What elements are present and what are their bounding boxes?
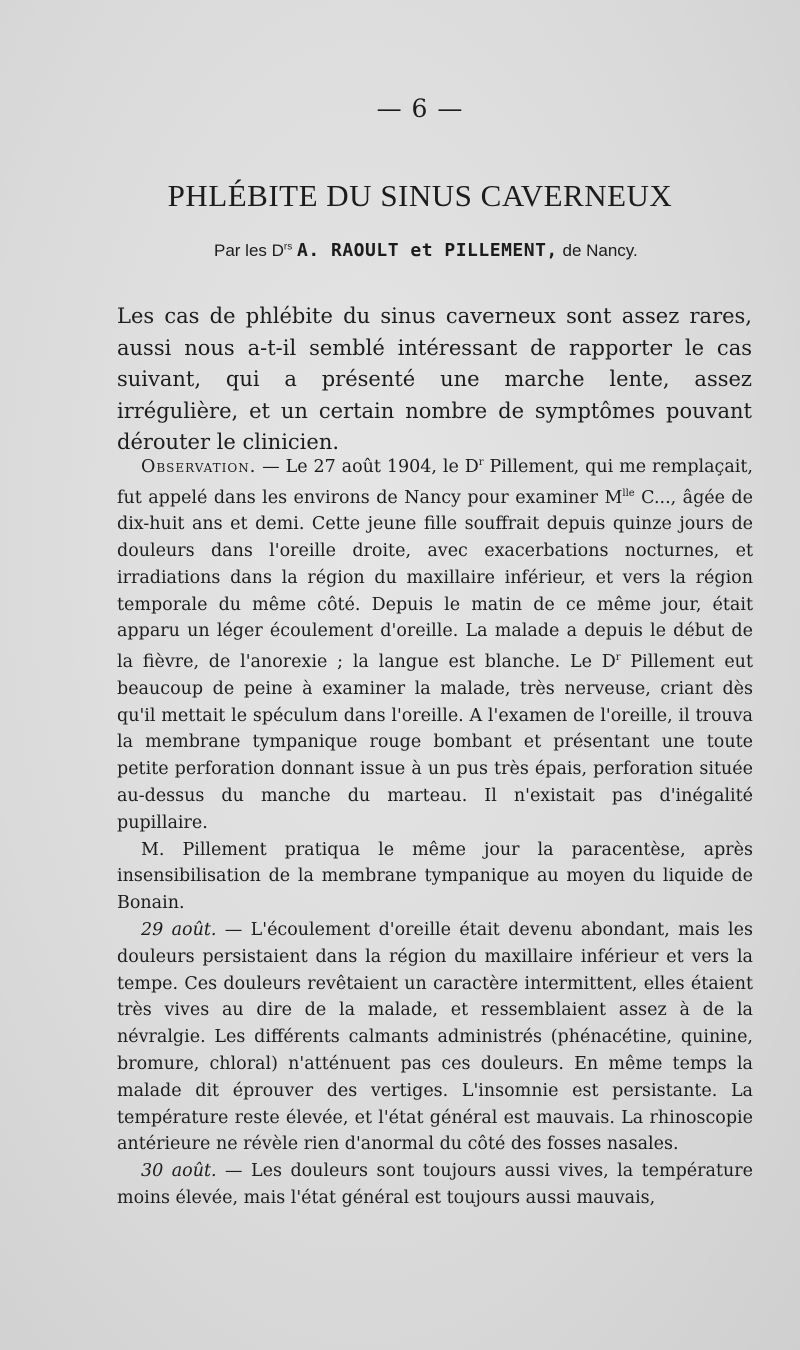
entry-29-date: 29 août.: [141, 920, 217, 941]
observation-sup-2: lle: [622, 487, 635, 499]
observation-text-3: C..., âgée de dix-huit ans et demi. Cette jeune fille souffrait depuis quinze jours de douleurs dans l'oreille droite, avec exacerbations nocturnes, et irradiations dans la région du maxillaire inférieur, et vers la région temporale du même côté. Depuis le matin de ce même jour, était apparu un léger écoulement d'oreille. La malade a depuis le début de la fièvre, de l'anorexie ; la langue est blanche. Le D: [117, 487, 753, 673]
byline-prefix-sup: rs: [283, 241, 293, 253]
observation-sup-3: r: [615, 652, 621, 664]
article-body: [117, 450, 753, 1212]
byline-authors: A. RAOULT et PILLEMENT,: [297, 240, 558, 261]
page-number: — 6 —: [376, 94, 464, 123]
entry-30-date: 30 août.: [141, 1161, 217, 1182]
entry-30-aout: [117, 1158, 753, 1212]
byline-prefix: Par les D: [214, 241, 284, 260]
observation-paragraph: [117, 450, 753, 837]
entry-29-aout: [117, 917, 753, 1158]
article-title: PHLÉBITE DU SINUS CAVERNEUX: [167, 178, 673, 213]
observation-sup-1: r: [478, 457, 484, 468]
observation-label: Observation.: [141, 456, 257, 477]
entry-30-text: — Les douleurs sont toujours aussi vives, la température moins élevée, mais l'état général est toujours aussi mauvais,: [117, 1161, 753, 1208]
byline-place: de Nancy.: [562, 241, 638, 260]
paracentese-paragraph: M. Pillement pratiqua le même jour la paracentèse, après insensibilisation de la membrane tympanique au moyen du liquide de Bonain.: [117, 839, 753, 914]
intro-paragraph: Les cas de phlébite du sinus caverneux sont assez rares, aussi nous a-t-il semblé intéressant de rapporter le cas suivant, qui a présenté une marche lente, assez irrégulière, et un certain nombre de symptômes pouvant dérouter le clinicien.: [117, 304, 752, 454]
observation-text-2: Pillement, qui me remplaçait, fut appelé dans les environs de Nancy pour examiner M: [117, 456, 753, 508]
observation-text-4: Pillement eut beaucoup de peine à examiner la malade, très nerveuse, criant dès qu'il mettait le spéculum dans l'oreille. A l'examen de l'oreille, il trouva la membrane tympanique rouge bombant et présentant une toute petite perforation donnant issue à un pus très épais, perforation située au-dessus du manche du marteau. Il n'existait pas d'inégalité pupillaire.: [117, 652, 753, 833]
observation-text-1: — Le 27 août 1904, le D: [256, 456, 479, 477]
byline: [214, 240, 638, 261]
entry-29-text: — L'écoulement d'oreille était devenu abondant, mais les douleurs persistaient dans la région du maxillaire inférieur et vers la tempe. Ces douleurs revêtaient un caractère intermittent, elles étaient très vives au dire de la malade, et ressemblaient assez à de la névralgie. Les différents calmants administrés (phénacétine, quinine, bromure, chloral) n'atténuent pas ces douleurs. En même temps la malade dit éprouver des vertiges. L'insomnie est persistante. La température reste élevée, et l'état général est mauvais. La rhinoscopie antérieure ne révèle rien d'anormal du côté des fosses nasales.: [117, 920, 753, 1155]
